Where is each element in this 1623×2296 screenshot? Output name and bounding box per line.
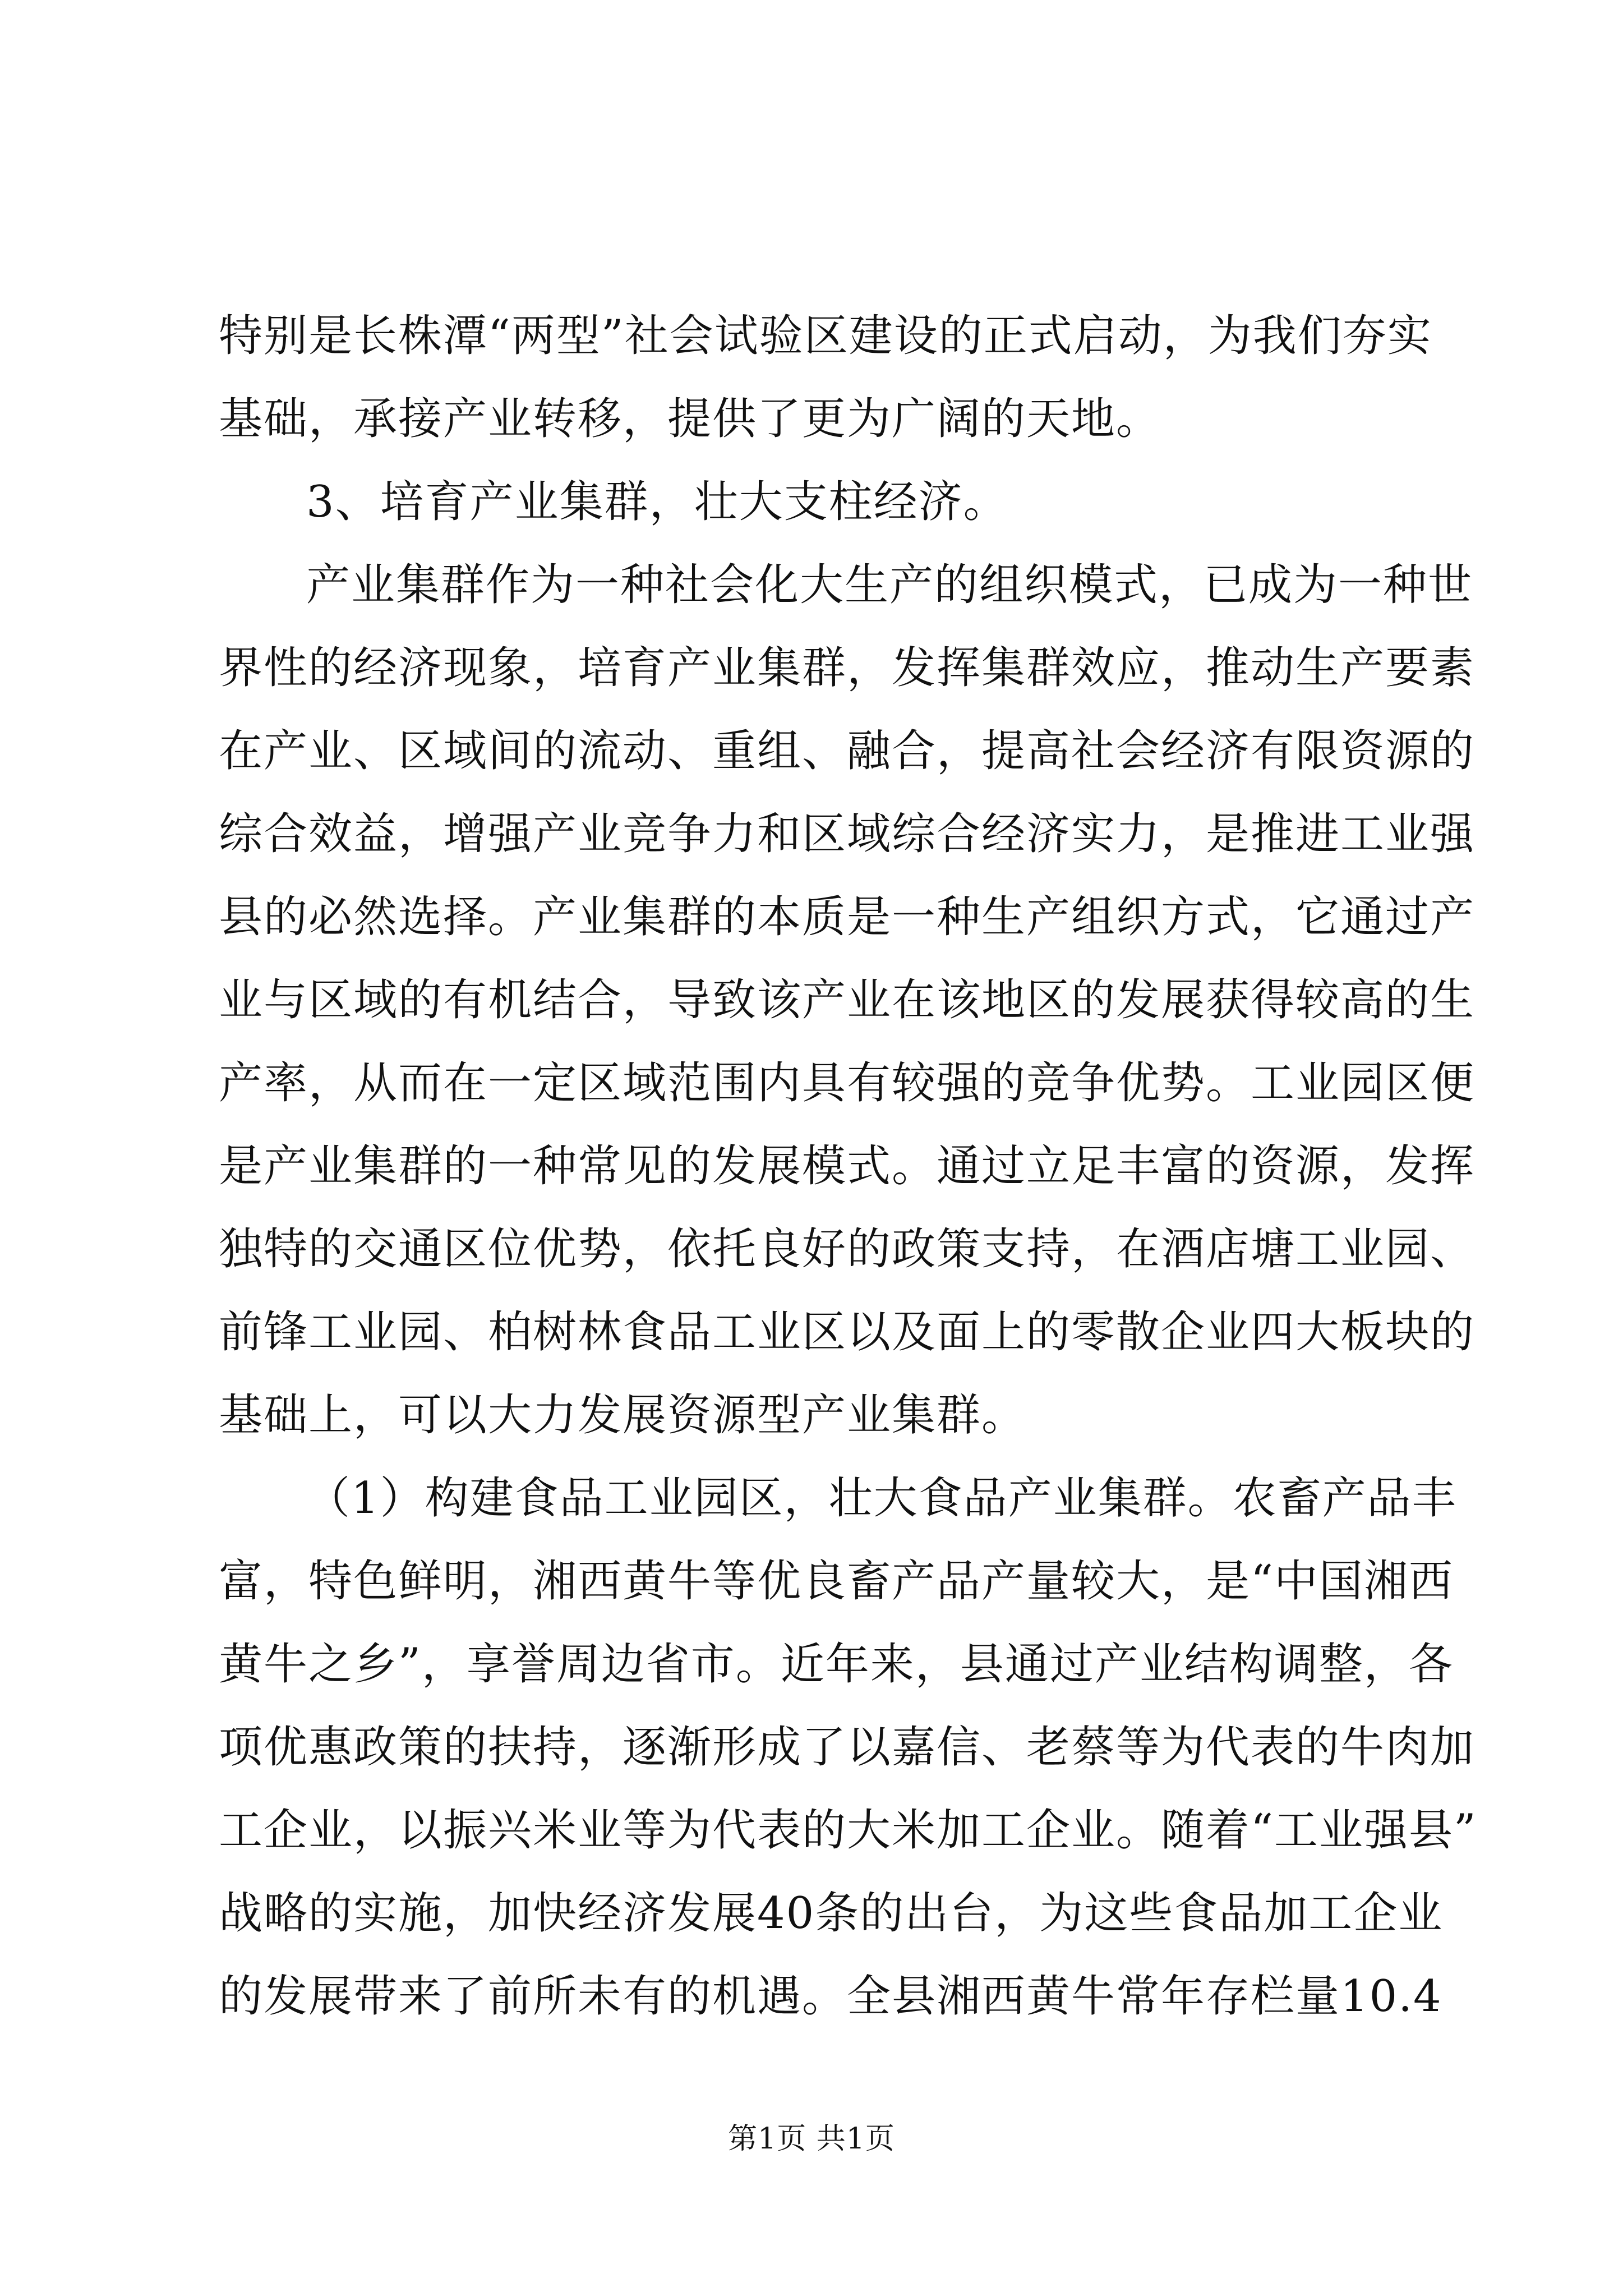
text-line: 业与区域的有机结合，导致该产业在该地区的发展获得较高的生 — [219, 975, 1476, 1025]
page-number-footer: 第1页 共1页 — [728, 2122, 895, 2156]
text-line: 是产业集群的一种常见的发展模式。通过立足丰富的资源，发挥 — [219, 1141, 1476, 1191]
text-line: 特别是长株潭“两型”社会试验区建设的正式启动，为我们夯实 — [219, 311, 1432, 361]
text-line: 项优惠政策的扶持，逐渐形成了以嘉信、老蔡等为代表的牛肉加 — [219, 1722, 1476, 1773]
text-line: 工企业，以振兴米业等为代表的大米加工企业。随着“工业强县” — [219, 1805, 1477, 1856]
text-line: （1）构建食品工业园区，壮大食品产业集群。农畜产品丰 — [306, 1473, 1457, 1524]
text-line: 黄牛之乡”，享誉周边省市。近年来，县通过产业结构调整，各 — [219, 1639, 1454, 1690]
text-line: 县的必然选择。产业集群的本质是一种生产组织方式，它通过产 — [219, 892, 1476, 942]
text-line: 基础，承接产业转移，提供了更为广阔的天地。 — [219, 394, 1161, 444]
section-heading: 3、培育产业集群，壮大支柱经济。 — [306, 477, 1008, 527]
text-line: 产率，从而在一定区域范围内具有较强的竞争优势。工业园区便 — [219, 1058, 1476, 1108]
text-line: 战略的实施，加快经济发展40条的出台，为这些食品加工企业 — [219, 1888, 1444, 1939]
document-body — [219, 295, 1481, 2038]
text-line: 基础上，可以大力发展资源型产业集群。 — [219, 1390, 1027, 1441]
text-line: 的发展带来了前所未有的机遇。全县湘西黄牛常年存栏量10.4 — [219, 1971, 1442, 2022]
text-line: 产业集群作为一种社会化大生产的组织模式，已成为一种世 — [306, 560, 1473, 610]
text-line: 在产业、区域间的流动、重组、融合，提高社会经济有限资源的 — [219, 726, 1476, 776]
text-line: 富，特色鲜明，湘西黄牛等优良畜产品产量较大，是“中国湘西 — [219, 1556, 1454, 1607]
text-line: 前锋工业园、柏树林食品工业区以及面上的零散企业四大板块的 — [219, 1307, 1476, 1358]
text-line: 独特的交通区位优势，依托良好的政策支持，在酒店塘工业园、 — [219, 1224, 1476, 1274]
text-line: 综合效益，增强产业竞争力和区域综合经济实力，是推进工业强 — [219, 809, 1476, 859]
text-line: 界性的经济现象，培育产业集群，发挥集群效应，推动生产要素 — [219, 643, 1476, 693]
